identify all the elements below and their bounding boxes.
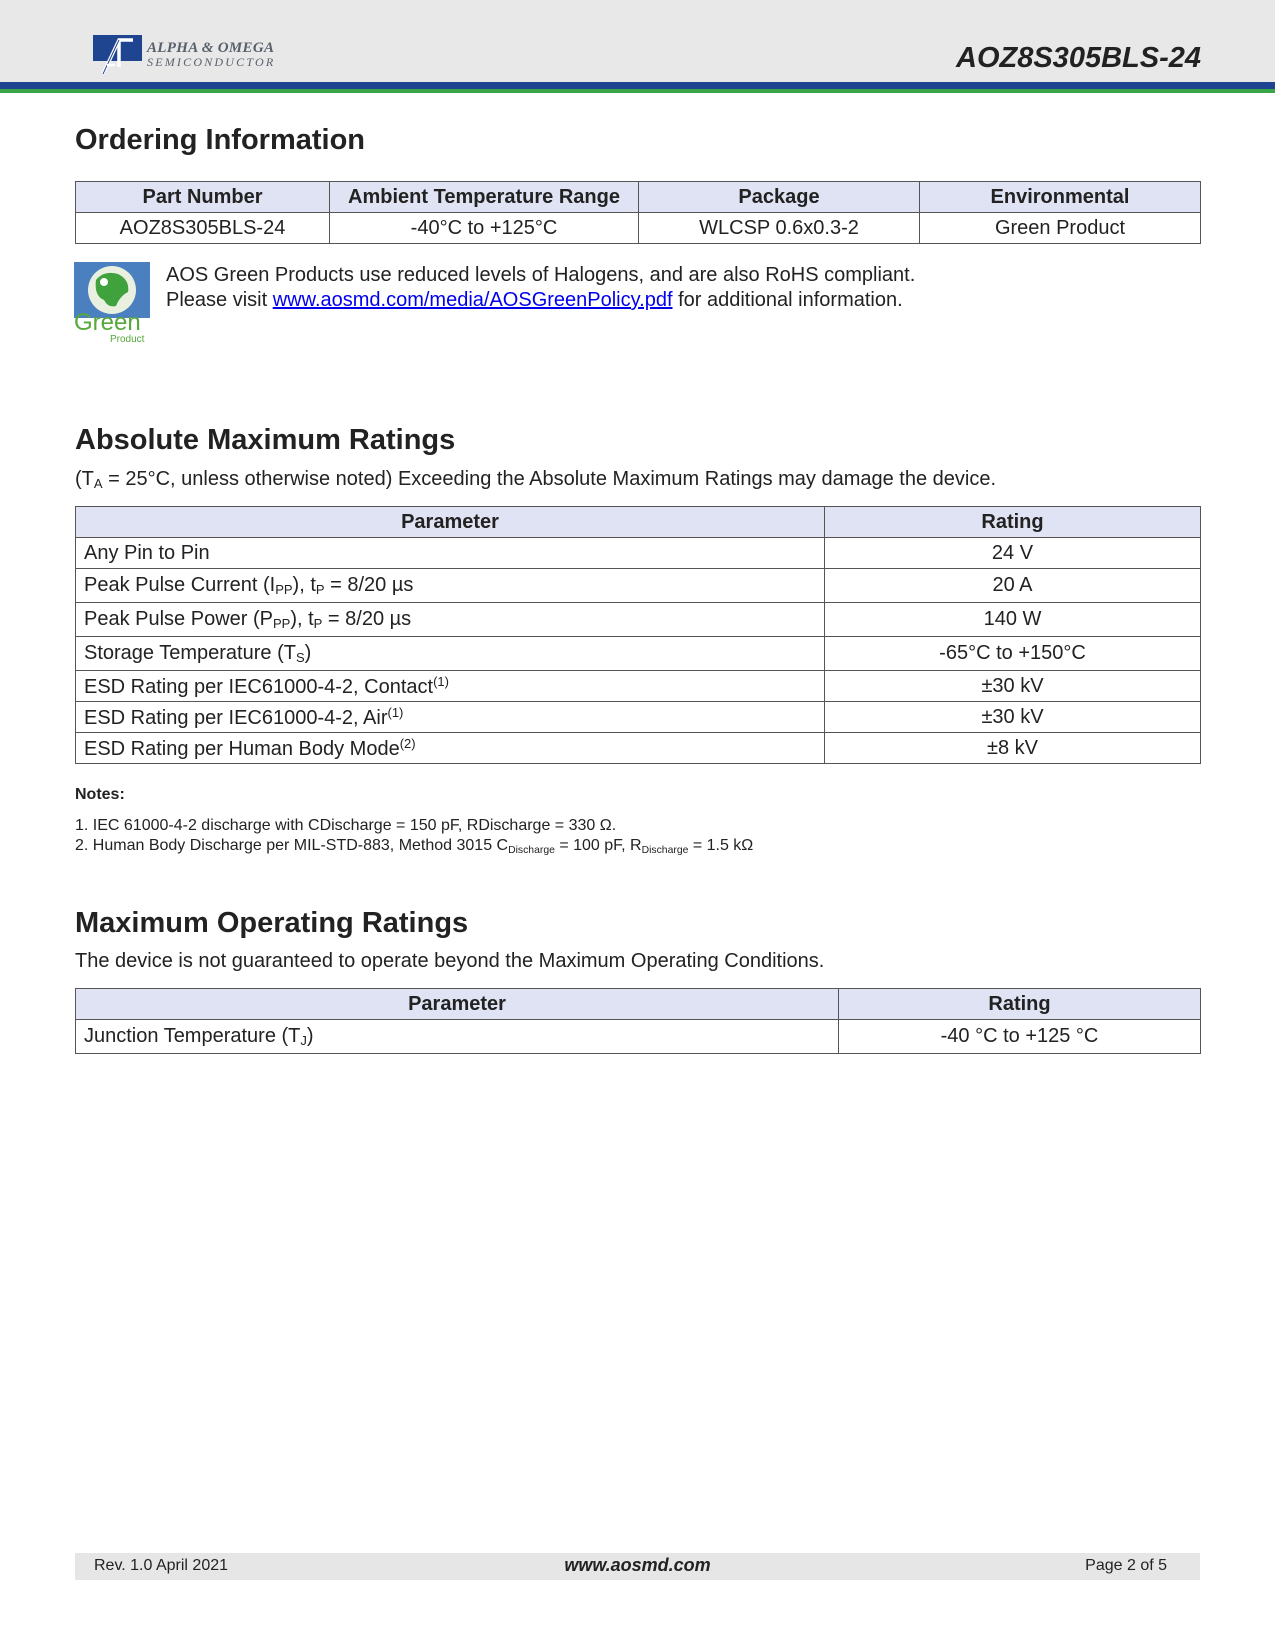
header-stripe-blue [0, 82, 1275, 89]
rating-cell: 140 W [825, 603, 1201, 637]
intro-text: (T [75, 468, 94, 490]
table-row [76, 733, 1201, 764]
column-header: Environmental [920, 182, 1201, 213]
column-header: Parameter [76, 507, 825, 538]
green-logo-subtext: Product [110, 334, 145, 345]
max-op-intro: The device is not guaranteed to operate beyond the Maximum Operating Conditions. [75, 950, 825, 972]
green-policy-line1: AOS Green Products use reduced levels of Halogens, and are also RoHS compliant. [166, 264, 916, 286]
intro-subscript: A [93, 476, 103, 491]
page-header [0, 0, 1275, 82]
max-op-table [75, 988, 1201, 1054]
page-number: Page 2 of 5 [1085, 1557, 1167, 1574]
footer-website-link[interactable]: www.aosmd.com [564, 1555, 711, 1575]
rating-cell: 20 A [825, 569, 1201, 603]
table-header-row [76, 182, 1201, 213]
table-header-row [76, 507, 1201, 538]
temperature-range-cell: -40°C to +125°C [330, 213, 639, 244]
parameter-cell: ESD Rating per IEC61000-4-2, Contact$^{(1)}$ [76, 671, 825, 702]
abs-max-intro [75, 468, 996, 491]
page-footer [75, 1553, 1200, 1580]
green-policy-prefix: Please visit [166, 289, 268, 311]
column-header: Part Number [76, 182, 330, 213]
parameter-cell: Storage Temperature $(T_S)$ [76, 637, 825, 671]
column-header: Rating [839, 989, 1201, 1020]
revision-label: Rev. 1.0 April 2021 [94, 1557, 229, 1574]
abs-max-title: Absolute Maximum Ratings [75, 424, 456, 456]
column-header: Ambient Temperature Range [330, 182, 639, 213]
company-name-line2: SEMICONDUCTOR [147, 54, 276, 69]
environmental-cell: Green Product [920, 213, 1201, 244]
rating-cell: ±30 kV [825, 671, 1201, 702]
abs-max-table [75, 506, 1201, 764]
rating-cell: ±8 kV [825, 733, 1201, 764]
parameter-cell: Any Pin to Pin [76, 538, 825, 569]
parameter-cell: Junction Temperature $(T_J)$ [76, 1020, 839, 1054]
table-row [76, 569, 1201, 603]
column-header: Parameter [76, 989, 839, 1020]
note-1: 1. IEC 61000-4-2 discharge with CDischarge = 150 pF, RDischarge = 330 Ω. [75, 817, 617, 834]
max-op-title: Maximum Operating Ratings [75, 907, 469, 939]
parameter-cell: Peak Pulse Current $(I_{PP})$, $t_P = 8/20$ µs [76, 569, 825, 603]
rating-cell: -65°C to +150°C [825, 637, 1201, 671]
notes-title: Notes: [75, 786, 125, 803]
parameter-cell: ESD Rating per Human Body Mode$^{(2)}$ [76, 733, 825, 764]
table-row [76, 671, 1201, 702]
parameter-cell: Peak Pulse Power $(P_{PP})$, $t_P = 8/20$ µs [76, 603, 825, 637]
table-row [76, 213, 1201, 244]
parameter-cell: ESD Rating per IEC61000-4-2, Air$^{(1)}$ [76, 702, 825, 733]
table-row [76, 603, 1201, 637]
ordering-table [75, 181, 1201, 244]
green-product-logo [74, 262, 150, 346]
intro-text: = 25°C, unless otherwise noted) Exceeding the Absolute Maximum Ratings may damage the device. [102, 468, 997, 490]
column-header: Rating [825, 507, 1201, 538]
green-policy-text [166, 263, 915, 313]
column-header: Package [639, 182, 920, 213]
table-row [76, 702, 1201, 733]
table-row [76, 1020, 1201, 1054]
green-policy-link[interactable]: www.aosmd.com/media/AOSGreenPolicy.pdf [272, 289, 673, 311]
note-2: 2. Human Body Discharge per MIL-STD-883, Method 3015 $C_{Discharge} = 100$ pF, $R_{Discharge} = 1.5$ kΩ [75, 837, 754, 856]
aos-logo-icon [93, 35, 142, 74]
table-row [76, 637, 1201, 671]
rating-cell: -40 °C to +125 °C [839, 1020, 1201, 1054]
package-cell: WLCSP 0.6x0.3-2 [639, 213, 920, 244]
green-policy-suffix: for additional information. [678, 289, 903, 311]
rating-cell: 24 V [825, 538, 1201, 569]
document-part-number: AOZ8S305BLS-24 [956, 42, 1201, 74]
company-logo [93, 35, 275, 74]
header-stripe-green [0, 89, 1275, 93]
company-name-line1: ALPHA & OMEGA [147, 39, 275, 56]
ordering-title: Ordering Information [75, 124, 365, 156]
table-row [76, 538, 1201, 569]
green-logo-text: Green [74, 309, 141, 336]
part-number-cell: AOZ8S305BLS-24 [76, 213, 330, 244]
rating-cell: ±30 kV [825, 702, 1201, 733]
table-header-row [76, 989, 1201, 1020]
